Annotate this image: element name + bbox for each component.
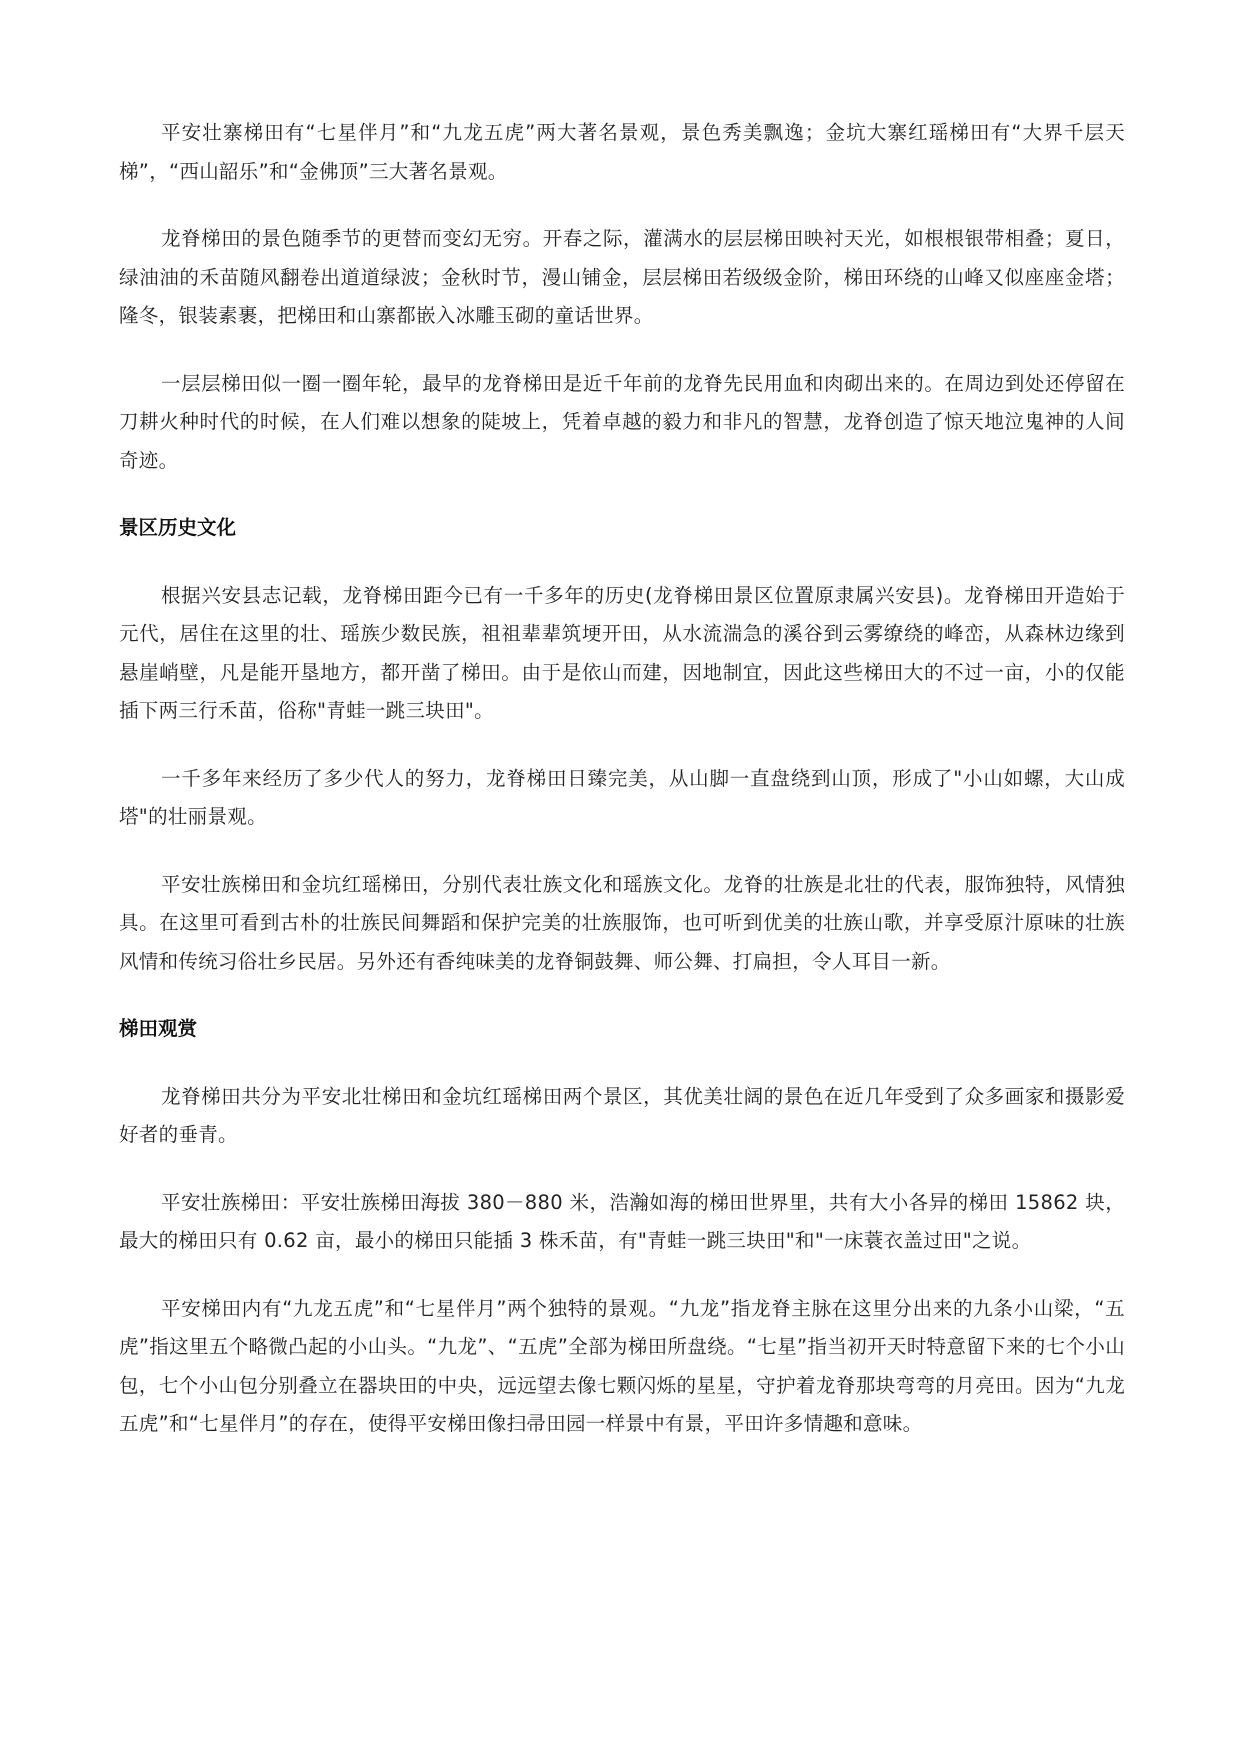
intro-paragraph-1: 平安壮寨梯田有“七星伴月”和“九龙五虎”两大著名景观，景色秀美飘逸；金坑大寨红瑶梯田有“大界千层天梯”，“西山韶乐”和“金佛顶”三大著名景观。	[119, 121, 1125, 183]
section-heading-viewing: 梯田观赏	[119, 1017, 198, 1040]
viewing-paragraph-1: 龙脊梯田共分为平安北壮梯田和金坑红瑶梯田两个景区，其优美壮阔的景色在近几年受到了众多画家和摄影爱好者的垂青。	[119, 1084, 1125, 1146]
intro-paragraph-2: 龙脊梯田的景色随季节的更替而变幻无穷。开春之际，灌满水的层层梯田映衬天光，如根根银带相叠；夏日，绿油油的禾苗随风翻卷出道道绿波；金秋时节，漫山铺金，层层梯田若级级金阶，梯田环绕的山峰又似座座金塔；隆冬，银装素裹，把梯田和山寨都嵌入冰雕玉砌的童话世界。	[119, 227, 1125, 327]
section-heading-history: 景区历史文化	[119, 516, 237, 539]
document-page	[119, 114, 1125, 1473]
viewing-paragraph-3: 平安梯田内有“九龙五虎”和“七星伴月”两个独特的景观。“九龙”指龙脊主脉在这里分出来的九条小山梁，“五虎”指这里五个略微凸起的小山头。“九龙”、“五虎”全部为梯田所盘绕。“七星”指当初开天时特意留下来的七个小山包，七个小山包分别叠立在器块田的中央，远远望去像七颗闪烁的星星，守护着龙脊那块弯弯的月亮田。因为“九龙五虎”和“七星伴月”的存在，使得平安梯田像扫帚田园一样景中有景，平田许多情趣和意味。	[119, 1296, 1125, 1435]
viewing-paragraph-2: 平安壮族梯田：平安壮族梯田海拔 380－880 米，浩瀚如海的梯田世界里，共有大小各异的梯田 15862 块，最大的梯田只有 0.62 亩，最小的梯田只能插 3 株禾苗，有"青蛙一跳三块田"和"一床蓑衣盖过田"之说。	[119, 1190, 1125, 1252]
intro-paragraph-3: 一层层梯田似一圈一圈年轮，最早的龙脊梯田是近千年前的龙脊先民用血和肉砌出来的。在周边到处还停留在刀耕火种时代的时候，在人们难以想象的陡坡上，凭着卓越的毅力和非凡的智慧，龙脊创造了惊天地泣鬼神的人间奇迹。	[119, 371, 1125, 472]
history-paragraph-2: 一千多年来经历了多少代人的努力，龙脊梯田日臻完美，从山脚一直盘绕到山顶，形成了"小山如螺，大山成塔"的壮丽景观。	[119, 766, 1125, 828]
history-paragraph-1: 根据兴安县志记载，龙脊梯田距今已有一千多年的历史(龙脊梯田景区位置原隶属兴安县)。龙脊梯田开造始于元代，居住在这里的壮、瑶族少数民族，祖祖辈辈筑埂开田，从水流湍急的溪谷到云雾缭绕的峰峦，从森林边缘到悬崖峭壁，凡是能开垦地方，都开凿了梯田。由于是依山而建，因地制宜，因此这些梯田大的不过一亩，小的仅能插下两三行禾苗，俗称"青蛙一跳三块田"。	[119, 583, 1125, 722]
history-paragraph-3: 平安壮族梯田和金坑红瑶梯田，分别代表壮族文化和瑶族文化。龙脊的壮族是北壮的代表，服饰独特，风情独具。在这里可看到古朴的壮族民间舞蹈和保护完美的壮族服饰，也可听到优美的壮族山歌，并享受原汁原味的壮族风情和传统习俗壮乡民居。另外还有香纯味美的龙脊铜鼓舞、师公舞、打扁担，令人耳目一新。	[119, 872, 1125, 973]
